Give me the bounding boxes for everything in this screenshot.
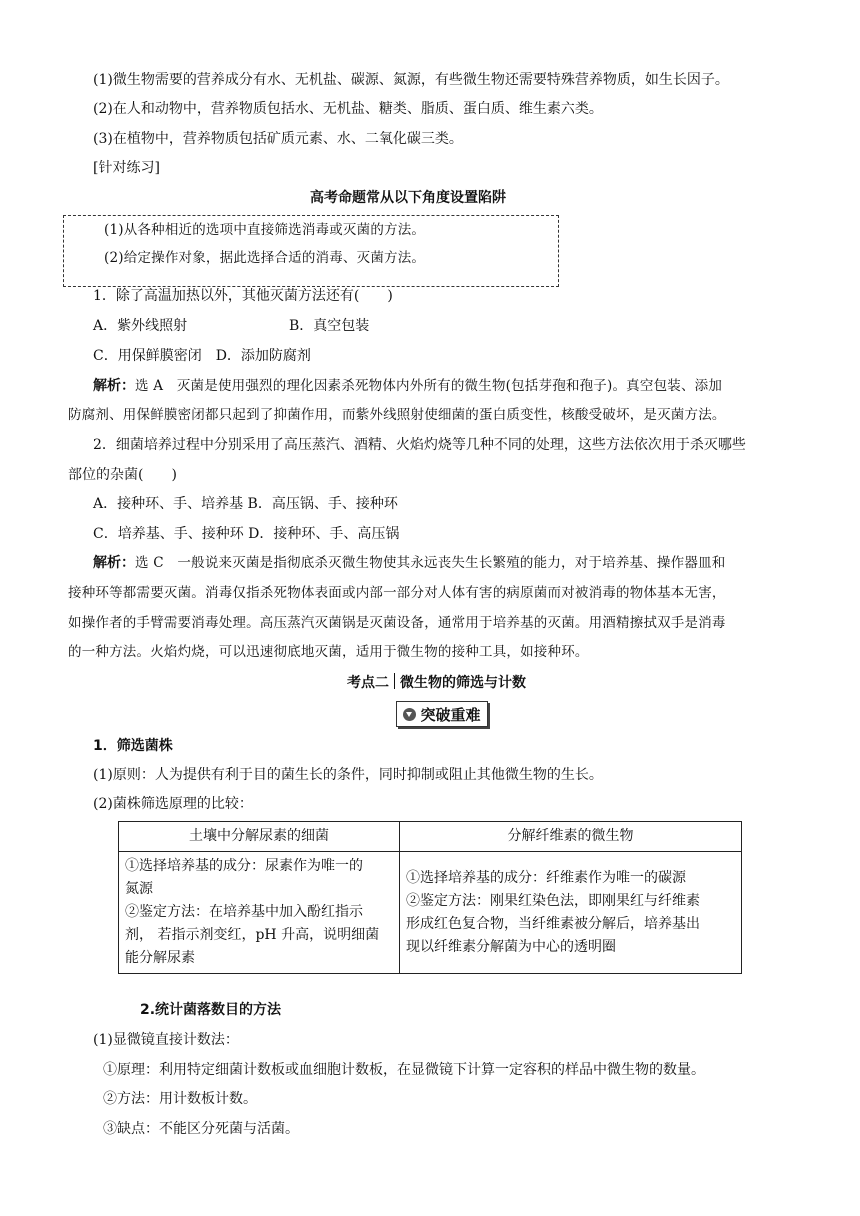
urea-line-4: 剂， 若指示剂变红，pH 升高，说明细菌 bbox=[125, 927, 380, 943]
counting-sub-1: (1)显微镜直接计数法： bbox=[93, 1032, 239, 1048]
q1-answer-text-1: 选 A 灭菌是使用强烈的理化因素杀死物体内外所有的微生物(包括芽孢和孢子)。真空包装、添加 bbox=[135, 378, 723, 394]
intro-line-2: (2)在人和动物中，营养物质包括水、无机盐、糖类、脂质、蛋白质、维生素六类。 bbox=[93, 101, 603, 117]
intro-line-3: (3)在植物中，营养物质包括矿质元素、水、二氧化碳三类。 bbox=[93, 131, 463, 147]
counting-heading: 2.统计菌落数目的方法 bbox=[140, 1002, 282, 1018]
section-label: 考点二 bbox=[347, 675, 389, 691]
screening-compare-title: (2)菌株筛选原理的比较： bbox=[93, 796, 253, 812]
q2-stem-line-2: 部位的杂菌( ) bbox=[68, 467, 177, 483]
comparison-table bbox=[118, 821, 742, 974]
counting-principle: ①原理：利用特定细菌计数板或血细胞计数板，在显微镜下计算一定容积的样品中微生物的数量。 bbox=[103, 1062, 705, 1078]
cellulose-line-2: ②鉴定方法：刚果红染色法，即刚果红与纤维素 bbox=[406, 892, 700, 909]
table-row bbox=[119, 852, 742, 974]
breakthrough-badge bbox=[396, 701, 488, 727]
q2-answer-line-3: 如操作者的手臂需要消毒处理。高压蒸汽灭菌锅是灭菌设备，通常用于培养基的灭菌。用酒精擦拭双手是消毒 bbox=[68, 615, 726, 631]
q2-answer-text-1: 选 C 一般说来灭菌是指彻底杀灭微生物使其永远丧失生长繁殖的能力，对于培养基、操作器皿和 bbox=[135, 555, 726, 571]
q2-answer-line-4: 的一种方法。火焰灼烧，可以迅速彻底地灭菌，适用于微生物的接种工具，如接种环。 bbox=[68, 644, 589, 660]
table-cell-urea bbox=[119, 852, 400, 974]
table-header-row bbox=[119, 822, 742, 852]
trap-item-1: (1)从各种相近的选项中直接筛选消毒或灭菌的方法。 bbox=[104, 222, 426, 238]
urea-line-1: ①选择培养基的成分：尿素作为唯一的 bbox=[125, 858, 363, 874]
trap-title: 高考命题常从以下角度设置陷阱 bbox=[310, 190, 506, 206]
intro-line-1: (1)微生物需要的营养成分有水、无机盐、碳源、氮源，有些微生物还需要特殊营养物质，如生长因子。 bbox=[93, 72, 729, 88]
urea-line-3: ②鉴定方法：在培养基中加入酚红指示 bbox=[125, 904, 363, 920]
section-divider bbox=[394, 673, 395, 689]
q2-options-cd: C．培养基、手、接种环 D．接种环、手、高压锅 bbox=[93, 526, 400, 542]
table-cell-cellulose bbox=[400, 852, 742, 974]
cellulose-line-1: ①选择培养基的成分：纤维素作为唯一的碳源 bbox=[406, 869, 686, 886]
counting-method: ②方法：用计数板计数。 bbox=[103, 1091, 257, 1107]
q1-option-cd: C．用保鲜膜密闭 D．添加防腐剂 bbox=[93, 348, 311, 364]
section-title: 微生物的筛选与计数 bbox=[400, 675, 526, 691]
q1-answer-line-2: 防腐剂、用保鲜膜密闭都只起到了抑菌作用，而紫外线照射使细菌的蛋白质变性，核酸受破坏，是灭菌方法。 bbox=[68, 407, 726, 423]
cellulose-line-4: 现以纤维素分解菌为中心的透明圈 bbox=[406, 938, 616, 955]
practice-label: [针对练习] bbox=[93, 160, 160, 176]
q2-answer-line-2: 接种环等都需要灭菌。消毒仅指杀死物体表面或内部一部分对人体有害的病原菌而对被消毒的物体基本无害， bbox=[68, 585, 726, 601]
screening-heading: 1．筛选菌株 bbox=[93, 738, 173, 754]
q2-answer-label: 解析： bbox=[93, 555, 135, 571]
cellulose-line-3: 形成红色复合物，当纤维素被分解后，培养基出 bbox=[406, 915, 700, 932]
table-header-urea: 土壤中分解尿素的细菌 bbox=[119, 822, 400, 852]
q1-answer-label: 解析： bbox=[93, 378, 135, 394]
q2-stem-line-1: 2．细菌培养过程中分别采用了高压蒸汽、酒精、火焰灼烧等几种不同的处理，这些方法依次用于杀灭哪些 bbox=[93, 437, 746, 453]
q2-answer-line-1 bbox=[93, 553, 725, 573]
counting-drawback: ③缺点：不能区分死菌与活菌。 bbox=[103, 1121, 299, 1137]
table-header-cellulose: 分解纤维素的微生物 bbox=[400, 822, 742, 852]
trap-item-2: (2)给定操作对象，据此选择合适的消毒、灭菌方法。 bbox=[104, 250, 426, 266]
q2-options-ab: A．接种环、手、培养基 B．高压锅、手、接种环 bbox=[93, 496, 398, 512]
q1-answer-line-1 bbox=[93, 376, 722, 396]
badge-label: 突破重难 bbox=[420, 705, 481, 724]
q1-stem: 1．除了高温加热以外，其他灭菌方法还有( ) bbox=[93, 288, 393, 304]
urea-line-5: 能分解尿素 bbox=[125, 950, 195, 966]
screening-principle: (1)原则：人为提供有利于目的菌生长的条件，同时抑制或阻止其他微生物的生长。 bbox=[93, 767, 603, 783]
q1-option-a: A．紫外线照射 bbox=[93, 318, 188, 334]
q1-option-b: B．真空包装 bbox=[289, 318, 370, 334]
urea-line-2: 氮源 bbox=[125, 881, 153, 897]
chevron-down-circle-icon bbox=[403, 708, 416, 721]
